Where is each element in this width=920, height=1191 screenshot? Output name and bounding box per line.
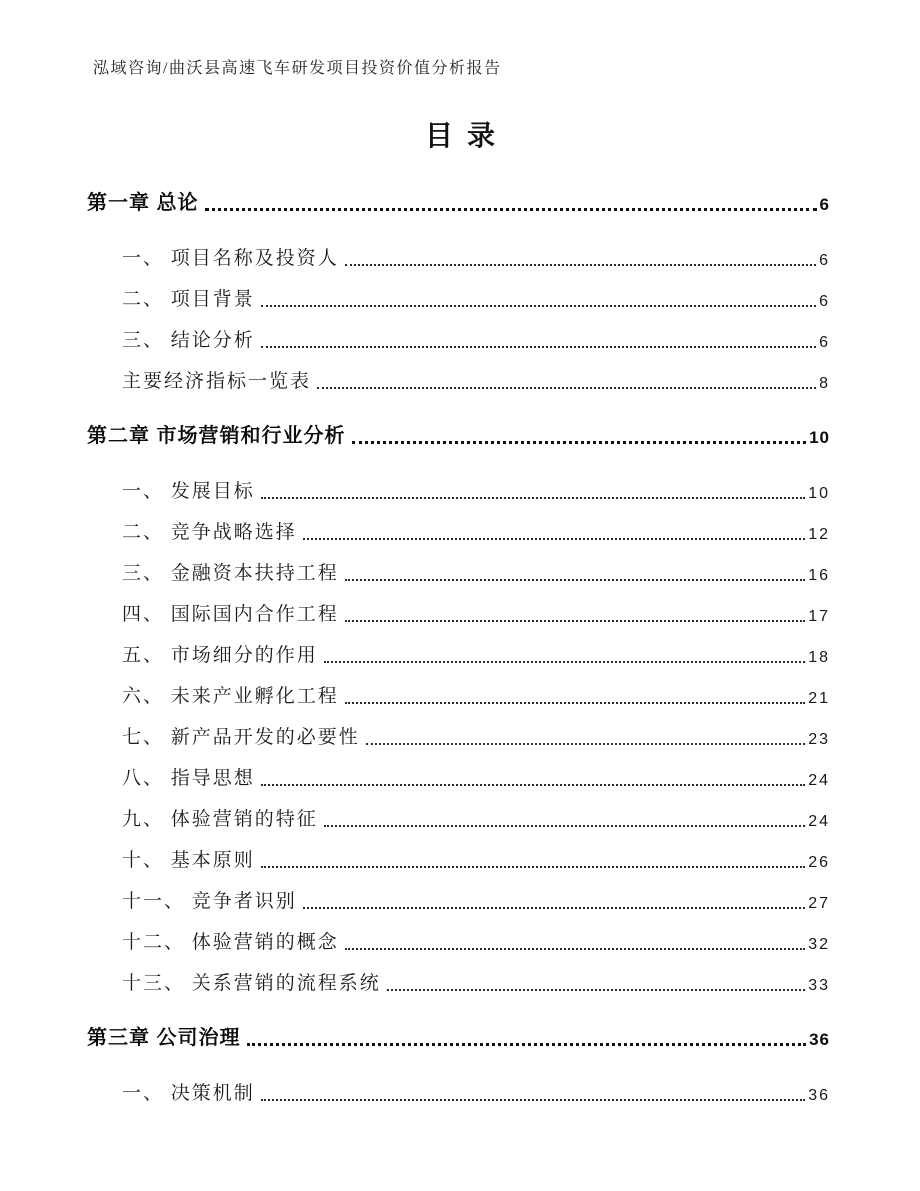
toc-item-row[interactable] bbox=[87, 722, 830, 749]
toc-item-row[interactable] bbox=[87, 517, 830, 544]
dot-leader bbox=[345, 264, 816, 266]
dot-leader bbox=[366, 743, 805, 745]
dot-leader bbox=[317, 387, 816, 389]
toc-page-number: 16 bbox=[808, 567, 830, 584]
toc-entry-label: 八、 指导思想 bbox=[122, 768, 255, 789]
toc-entry-label: 第二章 市场营销和行业分析 bbox=[87, 425, 346, 447]
toc-page-number: 32 bbox=[808, 936, 830, 953]
toc-item-row[interactable] bbox=[87, 681, 830, 708]
toc-page-number: 10 bbox=[809, 428, 830, 447]
toc-entry-label: 五、 市场细分的作用 bbox=[122, 645, 318, 666]
dot-leader bbox=[303, 538, 805, 540]
dot-leader bbox=[247, 1043, 807, 1046]
toc-entry-label: 三、 金融资本扶持工程 bbox=[122, 563, 339, 584]
toc-entry-label: 二、 项目背景 bbox=[122, 289, 255, 310]
dot-leader bbox=[261, 346, 816, 348]
toc-item-row[interactable] bbox=[87, 886, 830, 913]
dot-leader bbox=[261, 305, 816, 307]
dot-leader bbox=[261, 784, 805, 786]
toc-page-number: 23 bbox=[808, 731, 830, 748]
toc-item-row[interactable] bbox=[87, 558, 830, 585]
toc-item-row[interactable] bbox=[87, 284, 830, 311]
toc-entry-label: 一、 发展目标 bbox=[122, 481, 255, 502]
toc-page-number: 21 bbox=[808, 690, 830, 707]
dot-leader bbox=[345, 620, 805, 622]
toc-entry-label: 六、 未来产业孵化工程 bbox=[122, 686, 339, 707]
dot-leader bbox=[352, 441, 807, 444]
dot-leader bbox=[261, 866, 805, 868]
toc-entry-label: 四、 国际国内合作工程 bbox=[122, 604, 339, 625]
toc-page-number: 6 bbox=[819, 252, 830, 269]
dot-leader bbox=[303, 907, 805, 909]
toc-item-row[interactable] bbox=[87, 1078, 830, 1105]
toc-title: 目录 bbox=[424, 121, 509, 152]
toc-entry-label: 七、 新产品开发的必要性 bbox=[122, 727, 360, 748]
toc-page-number: 33 bbox=[808, 977, 830, 994]
toc-page-number: 18 bbox=[808, 649, 830, 666]
toc-item-row[interactable] bbox=[87, 640, 830, 667]
dot-leader bbox=[387, 989, 805, 991]
toc-page-number: 36 bbox=[809, 1030, 830, 1049]
document-header-text: 泓域咨询/曲沃县高速飞车研发项目投资价值分析报告 bbox=[93, 60, 502, 77]
toc-page-number: 24 bbox=[808, 813, 830, 830]
toc-item-row[interactable] bbox=[87, 599, 830, 626]
toc-item-row[interactable] bbox=[87, 804, 830, 831]
toc-chapter-row[interactable] bbox=[87, 421, 830, 448]
toc-page-number: 26 bbox=[808, 854, 830, 871]
toc-page-number: 6 bbox=[819, 195, 830, 214]
toc-item-row[interactable] bbox=[87, 927, 830, 954]
toc-page-number: 27 bbox=[808, 895, 830, 912]
toc-entry-label: 十三、 关系营销的流程系统 bbox=[122, 973, 381, 994]
toc-entry-label: 一、 决策机制 bbox=[122, 1083, 255, 1104]
toc-page-number: 10 bbox=[808, 485, 830, 502]
toc-entry-label: 三、 结论分析 bbox=[122, 330, 255, 351]
toc-chapter-row[interactable] bbox=[87, 1023, 830, 1050]
toc-entry-label: 第三章 公司治理 bbox=[87, 1027, 241, 1049]
dot-leader bbox=[261, 497, 805, 499]
toc-page-number: 17 bbox=[808, 608, 830, 625]
dot-leader bbox=[324, 825, 805, 827]
dot-leader bbox=[261, 1099, 805, 1101]
toc-item-row[interactable] bbox=[87, 476, 830, 503]
toc-entry-label: 十一、 竞争者识别 bbox=[122, 891, 297, 912]
toc-page-number: 24 bbox=[808, 772, 830, 789]
toc-entry-label: 十、 基本原则 bbox=[122, 850, 255, 871]
dot-leader bbox=[324, 661, 805, 663]
toc-item-row[interactable] bbox=[87, 763, 830, 790]
toc-entry-label: 一、 项目名称及投资人 bbox=[122, 248, 339, 269]
toc-entry-label: 第一章 总论 bbox=[87, 192, 199, 214]
toc-entry-label: 九、 体验营销的特征 bbox=[122, 809, 318, 830]
toc-item-row[interactable] bbox=[87, 366, 830, 393]
toc-page-number: 36 bbox=[808, 1087, 830, 1104]
toc-item-row[interactable] bbox=[87, 968, 830, 995]
toc-item-row[interactable] bbox=[87, 845, 830, 872]
toc-page-number: 6 bbox=[819, 293, 830, 310]
toc-entry-label: 十二、 体验营销的概念 bbox=[122, 932, 339, 953]
toc-page-number: 8 bbox=[819, 375, 830, 392]
toc-entry-label: 二、 竞争战略选择 bbox=[122, 522, 297, 543]
dot-leader bbox=[205, 208, 817, 211]
toc-chapter-row[interactable] bbox=[87, 188, 830, 215]
dot-leader bbox=[345, 948, 805, 950]
toc-item-row[interactable] bbox=[87, 325, 830, 352]
dot-leader bbox=[345, 579, 805, 581]
toc-list bbox=[87, 188, 830, 1105]
toc-entry-label: 主要经济指标一览表 bbox=[122, 371, 312, 392]
toc-page-number: 6 bbox=[819, 334, 830, 351]
toc-page-number: 12 bbox=[808, 526, 830, 543]
dot-leader bbox=[345, 702, 805, 704]
toc-item-row[interactable] bbox=[87, 243, 830, 270]
